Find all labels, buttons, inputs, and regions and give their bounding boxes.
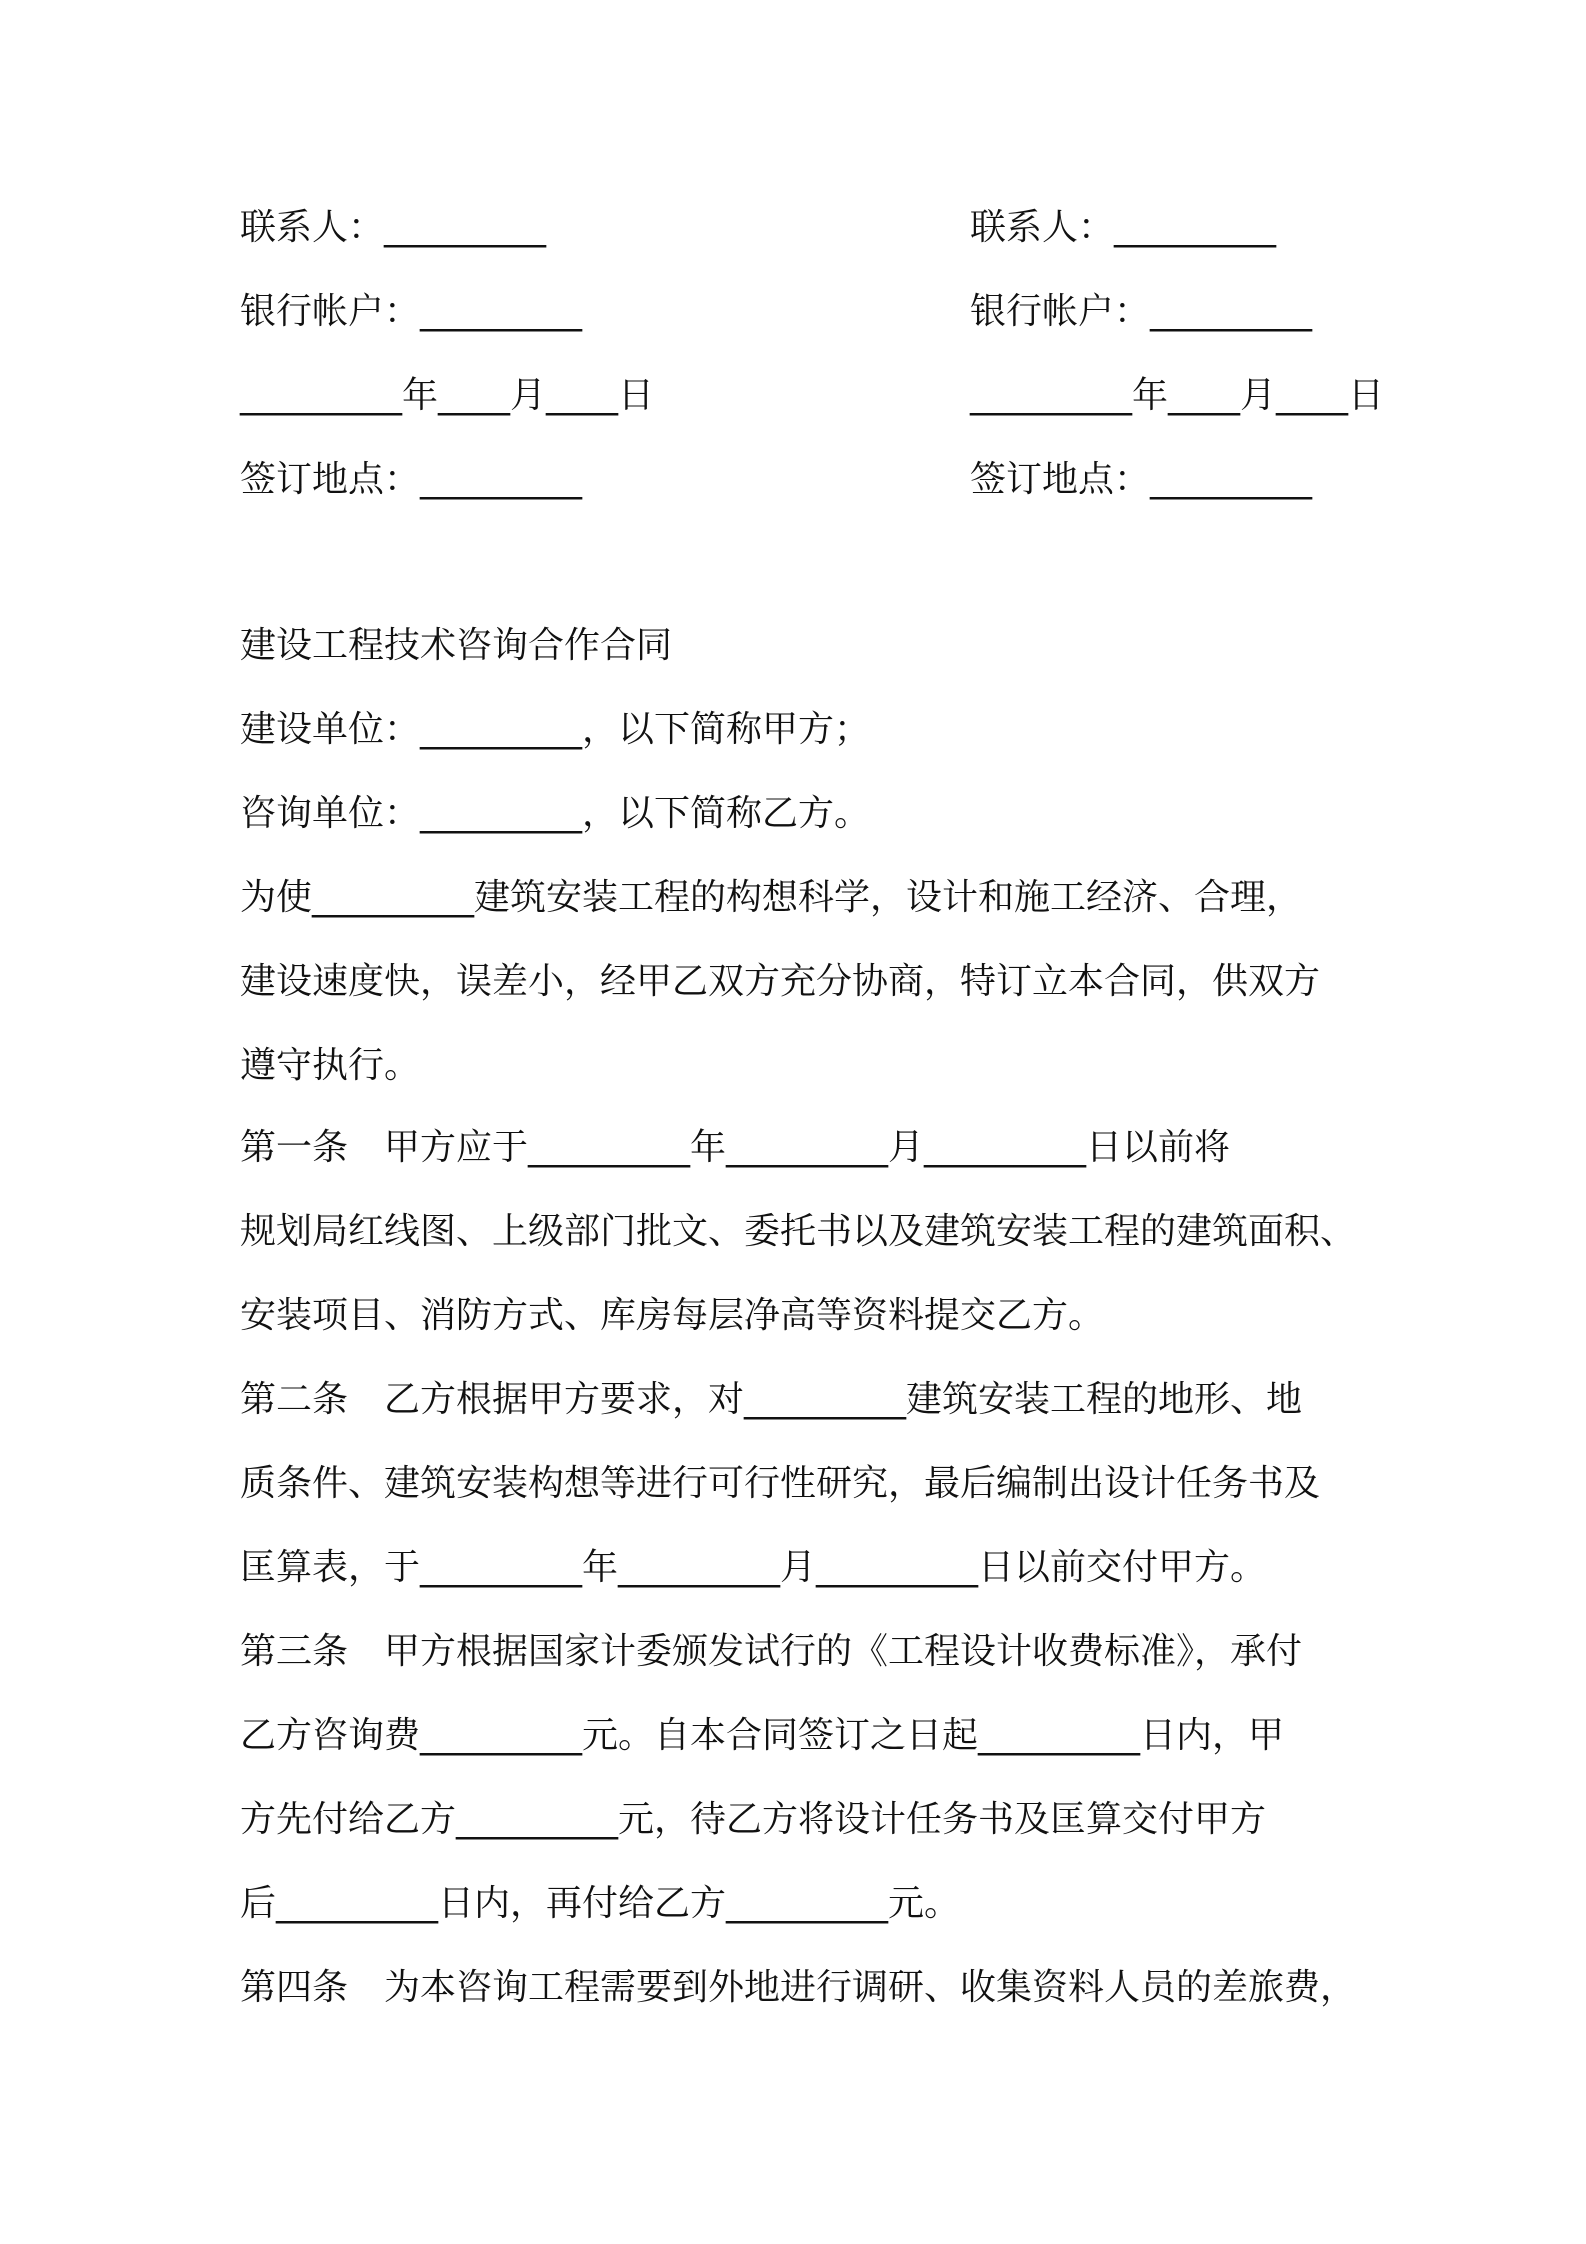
- article-2-line: 匡算表，于_________年_________月_________日以前交付甲方。: [240, 1547, 1267, 1588]
- preamble-line: 建设速度快，误差小，经甲乙双方充分协商，特订立本合同，供双方: [240, 961, 1321, 1002]
- bank-row: [240, 288, 1370, 336]
- contact-row: [240, 204, 1370, 252]
- place-left: 签订地点：_________: [240, 459, 583, 500]
- contact-right: 联系人：_________: [970, 207, 1277, 248]
- date-row: [240, 372, 1384, 420]
- article-3-line: 乙方咨询费_________元。自本合同签订之日起_________日内，甲: [240, 1715, 1285, 1756]
- date-left: _________年____月____日: [240, 375, 654, 416]
- article-3-line: 方先付给乙方_________元，待乙方将设计任务书及匡算交付甲方: [240, 1799, 1267, 1840]
- bank-left: 银行帐户：_________: [240, 291, 583, 332]
- article-2-line: 第二条 乙方根据甲方要求，对_________建筑安装工程的地形、地: [240, 1379, 1303, 1420]
- article-3-line: 第三条 甲方根据国家计委颁发试行的《工程设计收费标准》，承付: [240, 1631, 1303, 1672]
- article-2-line: 质条件、建筑安装构想等进行可行性研究，最后编制出设计任务书及: [240, 1463, 1321, 1504]
- bank-right: 银行帐户：_________: [970, 291, 1313, 332]
- article-1-line: 规划局红线图、上级部门批文、委托书以及建筑安装工程的建筑面积、: [240, 1211, 1357, 1252]
- preamble-line: 遵守执行。: [240, 1045, 421, 1086]
- article-3-line: 后_________日内，再付给乙方_________元。: [240, 1883, 961, 1924]
- contact-left: 联系人：_________: [240, 207, 547, 248]
- place-right: 签订地点：_________: [970, 459, 1313, 500]
- preamble-line: 为使_________建筑安装工程的构想科学，设计和施工经济、合理，: [240, 877, 1303, 918]
- party-b-line: 咨询单位：_________，以下简称乙方。: [240, 793, 871, 834]
- party-a-line: 建设单位：_________，以下简称甲方；: [240, 709, 871, 750]
- date-right: _________年____月____日: [970, 375, 1384, 416]
- contract-title: 建设工程技术咨询合作合同: [240, 625, 673, 666]
- article-1-line: 第一条 甲方应于_________年_________月_________日以前将: [240, 1127, 1231, 1168]
- article-1-line: 安装项目、消防方式、库房每层净高等资料提交乙方。: [240, 1295, 1105, 1336]
- article-4-line: 第四条 为本咨询工程需要到外地进行调研、收集资料人员的差旅费，: [240, 1967, 1357, 2008]
- place-row: [240, 456, 1370, 504]
